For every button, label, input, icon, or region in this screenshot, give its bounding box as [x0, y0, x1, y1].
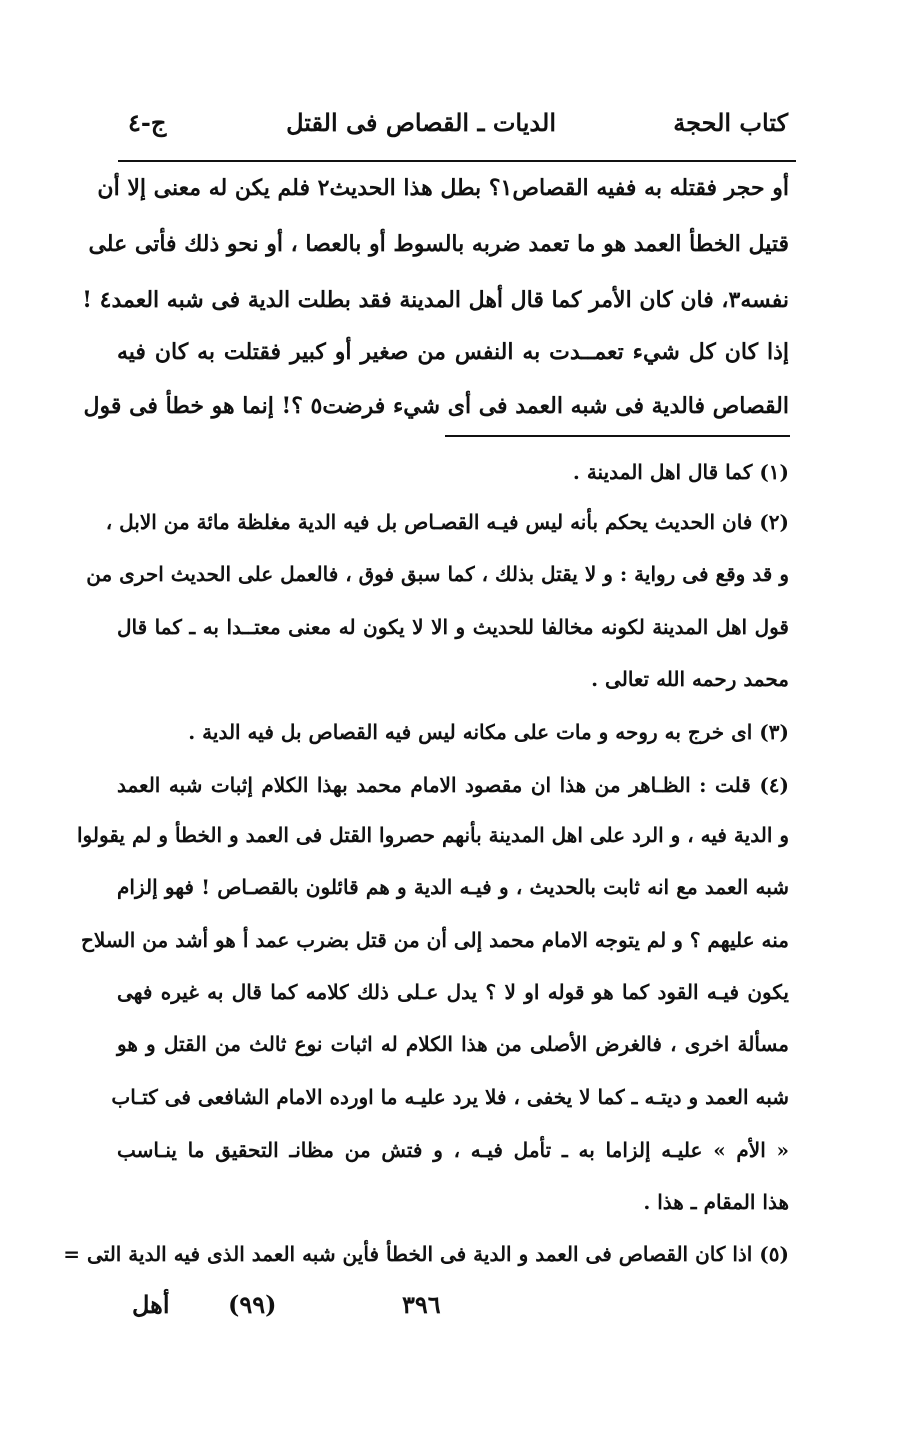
main-text-line: قتيل الخطأ العمد هو ما تعمد ضربه بالسوط أو بالعصا ، أو نحو ذلك فأتى على [88, 231, 789, 257]
footnote-line: منه عليهم ؟ و لم يتوجه الامام محمد إلى أن من قتل بضرب عمد أ هو أشد من السلاح [81, 928, 789, 952]
signature-mark: (٩٩) [228, 1290, 277, 1319]
book-title: كتاب الحجة [673, 108, 788, 137]
footnote-line: شبه العمد و ديتـه ـ كما لا يخفى ، فلا يرد عليـه ما اورده الامام الشافعى فى كتـاب [111, 1085, 789, 1109]
footnote-line: (٥) اذا كان القصاص فى العمد و الدية فى الخطأ فأين شبه العمد الذى فيه الدية التى = [63, 1242, 789, 1266]
main-text-line: أو حجر فقتله به ففيه القصاص١؟ بطل هذا الحديث٢ فلم يكن له معنى إلا أن [97, 175, 789, 201]
footnote-line: (٣) اى خرج به روحه و مات على مكانه ليس فيه القصاص بل فيه الدية . [188, 720, 789, 744]
page-footer [118, 1290, 793, 1330]
footnote-line: هذا المقام ـ هذا . [643, 1190, 789, 1214]
main-text-line: القصاص فالدية فى شبه العمد فى أى شيء فرضت٥ ؟! إنما هو خطأ فى قول [83, 393, 789, 419]
footnote-line: محمد رحمه الله تعالى . [591, 667, 789, 691]
footnote-line: قول اهل المدينة لكونه مخالفا للحديث و الا لا يكون له معنى معتــدا به ـ كما قال [117, 615, 789, 639]
footnote-line: و الدية فيه ، و الرد على اهل المدينة بأنهم حصروا القتل فى العمد و الخطأ و لم يقولوا [77, 823, 789, 847]
footnote-line: (٢) فان الحديث يحكم بأنه ليس فيـه القصـاص بل فيه الدية مغلظة مائة من الابل ، [105, 510, 789, 534]
footnote-line: مسألة اخرى ، فالغرض الأصلى من هذا الكلام له اثبات نوع ثالث من القتل و هو [117, 1032, 789, 1056]
header-rule [118, 160, 796, 162]
volume-label: ج-٤ [128, 108, 167, 137]
footnote-line: « الأم » عليـه إلزاما به ـ تأمل فيـه ، و فتش من مظانـ التحقيق ما ينـاسب [117, 1138, 789, 1162]
chapter-title: الديات ـ القصاص فى القتل [286, 108, 556, 137]
main-text-line: إذا كان كل شيء تعمــدت به النفس من صغير أو كبير فقتلت به كان فيه [117, 339, 789, 365]
running-header [118, 108, 788, 156]
catchword: أهل [132, 1290, 170, 1319]
footnote-line: (٤) قلت : الظـاهر من هذا ان مقصود الامام محمد بهذا الكلام إثبات شبه العمد [117, 773, 789, 797]
footnote-line: (١) كما قال اهل المدينة . [572, 460, 789, 484]
footnote-line: شبه العمد مع انه ثابت بالحديث ، و فيـه الدية و هم قائلون بالقصـاص ! فهو إلزام [117, 875, 789, 899]
footnote-separator [445, 435, 790, 437]
footnote-line: يكون فيـه القود كما هو قوله او لا ؟ يدل عـلى ذلك كلامه كما قال به غيره فهى [117, 980, 789, 1004]
footnote-line: و قد وقع فى رواية : و لا يقتل بذلك ، كما سبق فوق ، فالعمل على الحديث احرى من [86, 562, 789, 586]
page-number: ٣٩٦ [402, 1290, 441, 1319]
main-text-line: نفسه٣، فان كان الأمر كما قال أهل المدينة فقد بطلت الدية فى شبه العمد٤ ! [82, 287, 789, 313]
